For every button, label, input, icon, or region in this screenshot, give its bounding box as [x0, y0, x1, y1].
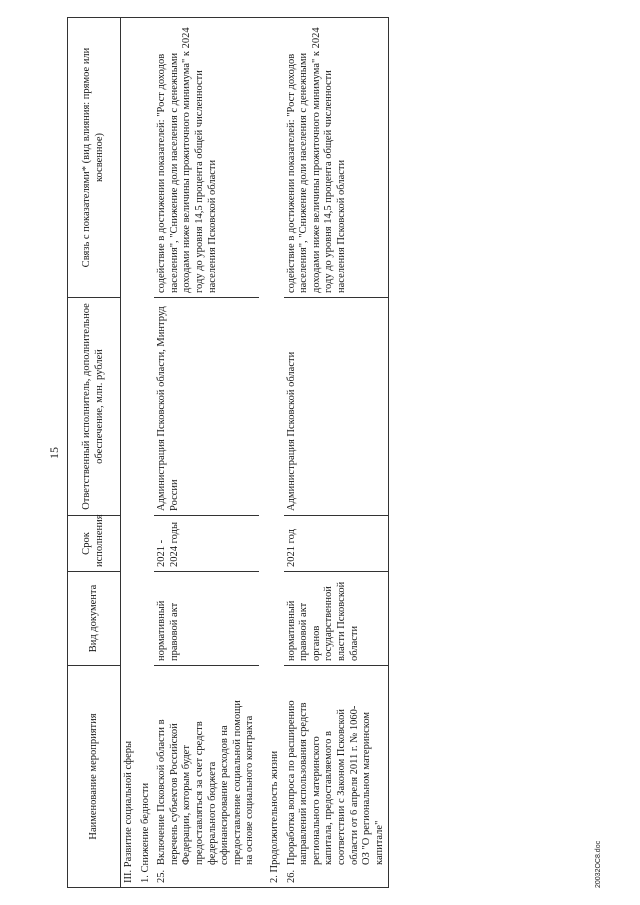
table-row [284, 18, 389, 888]
section-title: III. Развитие социальной сферы [121, 18, 138, 888]
rotated-document-page [45, 18, 605, 888]
row-number: 26. [285, 869, 297, 883]
header-doc-type: Вид документа [68, 572, 121, 666]
header-executor: Ответственный исполнитель, дополнительное обеспечение, млн. рублей [68, 298, 121, 516]
table-header-row [68, 18, 121, 888]
table-row [154, 18, 259, 888]
header-deadline: Срок исполнения [68, 516, 121, 572]
subsection-title: 1. Снижение бедности [138, 18, 155, 888]
row-executor: Администрация Псковской области [284, 298, 389, 516]
row-doc-type: нормативный правовой акт органов государственной власти Псковской области [284, 572, 389, 666]
row-name: Включение Псковской области в перечень субъектов Российской Федерации, которым будет предоставляться за счет средств федерального бюджета софинансирование расходов на предоставление социальной помощи на основе социального контракта [156, 700, 256, 865]
footer-file-code: 20032OC8.doc [595, 840, 602, 888]
row-deadline: 2021 год [284, 516, 389, 572]
row-name-cell [154, 666, 259, 888]
row-link: содействие в достижении показателей: "Рост доходов населения", "Снижение доли населения с денежными доходами ниже величины прожиточного минимума" к 2024 году до уровня 14,5 процента общей численности населения Псковской области [284, 18, 389, 298]
row-executor: Администрация Псковской области, Минтруд России [154, 298, 259, 516]
header-link: Связь с показателями* (вид влияния: прямое или косвенное) [68, 18, 121, 298]
section-row [121, 18, 138, 888]
subsection-row [138, 18, 155, 888]
header-name: Наименование мероприятия [68, 666, 121, 888]
measures-table [67, 17, 389, 888]
row-doc-type: нормативный правовой акт [154, 572, 259, 666]
row-number: 25. [156, 869, 168, 883]
page-number: 15 [47, 447, 61, 459]
row-name-cell [284, 666, 389, 888]
subsection-row [259, 18, 284, 888]
row-link: содействие в достижении показателей: "Рост доходов населения", "Снижение доли населения с денежными доходами ниже величины прожиточного минимума" к 2024 году до уровня 14,5 процента общей численности населения Псковской области [154, 18, 259, 298]
row-name: Проработка вопроса по расширению направлений использования средств регионального материнского капитала, предоставляемого в соответствии с Законом Псковской области от 6 апреля 2011 г. № 1060-ОЗ "О региональном материнском капитале" [285, 700, 385, 865]
row-deadline: 2021 - 2024 годы [154, 516, 259, 572]
subsection-title: 2. Продолжительность жизни [259, 18, 284, 888]
